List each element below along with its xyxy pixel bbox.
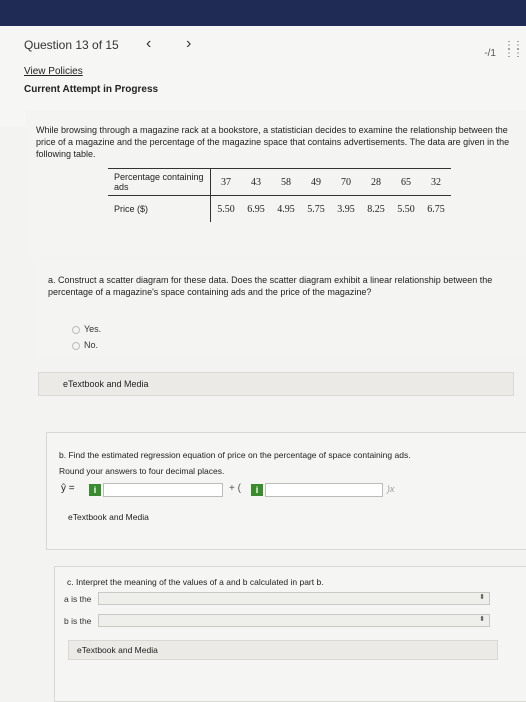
table-row — [108, 196, 451, 223]
a-label: a is the — [64, 594, 92, 604]
yhat-label: ŷ = — [61, 483, 75, 494]
row-label: Price ($) — [114, 204, 149, 214]
slope-input[interactable] — [265, 483, 383, 497]
chevron-updown-icon: ⬍ — [479, 616, 485, 623]
table-cell: 65 — [391, 169, 421, 196]
table-cell: 5.50 — [397, 203, 415, 215]
option-no[interactable]: No. — [72, 340, 98, 350]
radio-button[interactable] — [72, 342, 80, 350]
table-cell: 8.25 — [367, 203, 385, 215]
plus-sign: + ( — [229, 483, 241, 494]
info-icon[interactable]: i — [89, 484, 101, 496]
score: -/1 — [484, 48, 496, 59]
table-cell: 49 — [301, 169, 331, 196]
table-cell: 43 — [241, 169, 271, 196]
table-cell: 5.50 — [211, 196, 242, 223]
row-label: Percentage containing ads — [108, 169, 211, 196]
part-a-panel — [38, 262, 526, 358]
data-table — [108, 168, 451, 222]
etextbook-button-a[interactable]: eTextbook and Media — [38, 372, 514, 396]
a-meaning-select[interactable] — [98, 592, 490, 605]
top-bar — [0, 0, 526, 26]
question-number: Question 13 of 15 — [24, 38, 119, 52]
chevron-right-icon[interactable]: › — [186, 35, 192, 52]
part-a-question: a. Construct a scatter diagram for these data. Does the scatter diagram exhibit a linear relationship between the percentage of a magazine's space containing ads and the price of the magazine? — [48, 275, 493, 297]
table-cell: 6.95 — [247, 203, 265, 215]
problem-statement: While browsing through a magazine rack at a bookstore, a statistician decides to examine the relationship between the price of a magazine and the percentage of the magazine space that contains advertisements. The data are given in the following table. — [36, 125, 510, 159]
b-meaning-select[interactable] — [98, 614, 490, 627]
table-cell: 4.95 — [277, 203, 295, 215]
part-b-panel — [46, 432, 526, 550]
table-cell: 70 — [331, 169, 361, 196]
table-cell: 37 — [211, 169, 242, 196]
attempt-status: Current Attempt in Progress — [24, 84, 159, 95]
etextbook-button-c[interactable]: eTextbook and Media — [68, 640, 498, 660]
table-cell: 28 — [361, 169, 391, 196]
chevron-updown-icon: ⬍ — [479, 594, 485, 601]
table-cell: 3.95 — [337, 203, 355, 215]
part-c-question: c. Interpret the meaning of the values of a and b calculated in part b. — [67, 577, 324, 587]
table-cell: 58 — [271, 169, 301, 196]
part-c-panel — [54, 566, 526, 702]
intercept-input[interactable] — [103, 483, 223, 497]
info-icon[interactable]: i — [251, 484, 263, 496]
more-options-icon[interactable]: ⋮⋮ ⋮⋮ — [504, 40, 522, 59]
part-b-question: b. Find the estimated regression equation of price on the percentage of space containing ads. Round your answers to four decimal places. — [59, 450, 411, 476]
table-cell: 32 — [421, 169, 451, 196]
option-yes[interactable]: Yes. — [72, 324, 101, 334]
table-cell: 5.75 — [307, 203, 325, 215]
table-row — [108, 169, 451, 196]
view-policies-link[interactable]: View Policies — [24, 66, 83, 77]
b-label: b is the — [64, 616, 92, 626]
x-suffix: )x — [387, 484, 395, 494]
table-cell: 6.75 — [427, 203, 445, 215]
etextbook-button-b[interactable]: eTextbook and Media — [68, 512, 149, 522]
chevron-left-icon[interactable]: ‹ — [146, 35, 152, 52]
radio-button[interactable] — [72, 326, 80, 334]
